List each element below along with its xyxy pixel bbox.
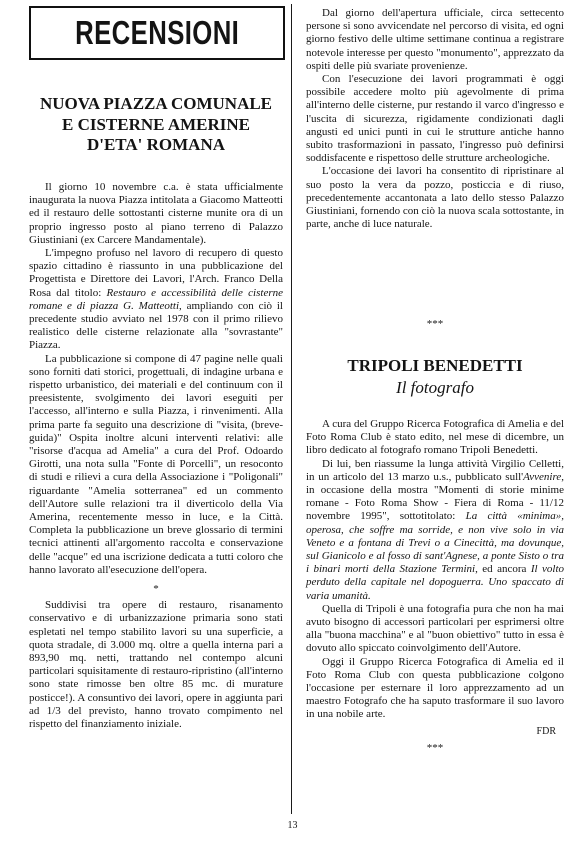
paragraph: Oggi il Gruppo Ricerca Fotografica di Amelia ed il Foto Roma Club con questa pubblicazione colgono l'occasione per esternare il loro apprezzamento ad un maestro Fotografo che ha saputo trasformare il suo lavoro in una nobile arte. [306,655,564,721]
banner-text: RECENSIONI [74,14,240,51]
author-signature: FDR [536,725,556,737]
article-body [306,418,564,755]
publication-name: Avvenire [523,470,562,483]
paragraph: Di lui, ben riassume la lunga attività Virgilio Celletti, in un articolo del 13 marzo u.s., pubblicato sull'Avvenire, in occasione della mostra "Momenti di storie minime romane - Foto Roma Show - Fiera di Roma - 11/12 novembre 1995", sottotitolato: La città «minima», operosa, che soffre ma sorride, e non vive solo in via Veneto e a fontana di Trevi o a Cinecittà, ma dovunque, sul Gianicolo e al fosso di sant'Agnese, a ponte Sisto o tra i binari morti della Stazione Termini, ed ancora Il volto perduto della capitale nel dopoguerra. Uno spaccato di varia umanità. [306,457,564,602]
paragraph: Il giorno 10 novembre c.a. è stata ufficialmente inaugurata la nuova Piazza intitolata a Giacomo Matteotti ed il restauro delle sottostanti cisterne munite ora di un proprio ingresso posto al piano terreno di Palazzo Giustiniani (ex Carcere Mandamentale). [29,181,283,246]
title-line: NUOVA PIAZZA COMUNALE [39,94,273,113]
separator: *** [426,741,444,754]
article-subtitle: Il fotografo [396,378,474,397]
page-number: 13 [287,820,298,831]
paragraph: A cura del Gruppo Ricerca Fotografica di Amelia e del Foto Roma Club è stato edito, nel mese di dicembre, un libro dedicato al fotografo romano Tripoli Benedetti. [306,418,564,457]
column-divider [291,4,292,814]
paragraph: L'impegno profuso nel lavoro di recupero di questo spazio cittadino è riassunto in una pubblicazione del Progettista e Direttore dei Lavori, l'Arch. Franco Della Rosa dal titolo: Restauro e accessibilità delle cisterne romane e di piazza G. Matteotti, ampliando con ciò il precedente studio avviato nel 1978 con il primo rilievo realistico delle cisterne relazionate alla "sovrastante" Piazza. [29,247,283,352]
section-banner [29,6,285,60]
separator: * [153,583,159,596]
title-line: D'ETA' ROMANA [86,135,226,154]
quote: La città «minima», operosa, che soffre ma sorride, e non vive solo in via Veneto e a fontana di Trevi o a Cinecittà, ma dovunque, sul Gianicolo e al fosso di sant'Agnese, a ponte Sisto o tra i binari morti della Stazione Termini [306,510,564,576]
paragraph: Dal giorno dell'apertura ufficiale, circa settecento persone si sono avvicendate nel percorso di visita, ed ogni giorno festivo delle ultime settimane continua a registrare notevole interesse per questo "monumento", apprezzato da ospiti delle più svariate provenienze. [306,7,564,72]
article-title [29,94,283,156]
article-body [29,181,283,731]
paragraph: Suddivisi tra opere di restauro, risanamento conservativo e di urbanizzazione primaria sono stati espletati nel tempo stabilito lavori su una superficie, a quota stradale, di 3.000 mq. oltre a quella interna pari a 893,90 mq. netti, trattando nel contempo alcuni particolari squisitamente di restauro-ripristino (all'interno sono state rimosse ben oltre 85 mc. di murature posticce!). A consuntivo dei lavori, opere in aggiunta pari ad 1/3 del previsto, hanno trovato compimento nel rispetto del finanziamento iniziale. [29,599,283,730]
paragraph: La pubblicazione si compone di 47 pagine nelle quali sono forniti dati storici, progettuali, di indagine urbana e rispetto urbanistico, dei materiali e del continuum con il preesistente, svolgimento dei lavori eseguiti per l'accesso, all'interno e sulla Piazza, i rinvenimenti. Alla prima parte fa seguito una descrizione di "visita, (breve-guida)" Ospita inoltre alcuni interventi relativi: alle "risorse d'acqua ad Amelia" a cura del Prof. Odoardo Girotti, una nota sulla "Fonte di Porcelli", un resoconto di studi e rilievi a cura della Associazione i "Poligonali" riguardante "Amelia sotterranea" ed un commento dell'Autore sulle relazioni tra il diverticolo della Via Amerina, recentemente messo in luce, e la Città. Completa la pubblicazione un breve glossario di termini tecnici attinenti all'argomento raccolta e conservazione delle "acque" ed una iscrizione dedicata a tutti coloro che hanno lavorato all'esecuzione dell'opera. [29,352,283,576]
paragraph: Quella di Tripoli è una fotografia pura che non ha mai avuto bisogno di accessori particolari per esprimersi oltre alla "buona macchina" e al "buon obiettivo" tutto in essa è dovuto allo spiccato coinvolgimento dell'Autore. [306,602,564,655]
paragraph: L'occasione dei lavori ha consentito di ripristinare al suo posto la vera da pozzo, posticcia e di riuso, precedentemente accantonata a lato dello stesso Palazzo Giustiniani, fornendo con ciò la nuova scala sottostante, in parte, anche di luce naturale. [306,165,564,231]
article-title: TRIPOLI BENEDETTI [347,356,523,375]
paragraph: Con l'esecuzione dei lavori programmati è oggi possibile accedere molto più agevolmente di prima all'interno delle cisterne, pur restando il varco d'ingresso e l'uscita di sicurezza, rigidamente condizionati dagli angusti ed unici punti in cui le strutture antiche hanno subito trasformazioni in passato, l'ingresso può definirsi soddisfacente e rispettoso delle strutture archeologiche. [306,73,564,165]
title-line: E CISTERNE AMERINE [62,114,250,134]
article-body-continued [306,7,564,231]
separator: *** [426,318,444,330]
quote: Il volto perduto della capitale nel dopoguerra. Uno spaccato di varia umanità. [306,563,564,602]
publication-title: Restauro e accessibilità delle cisterne romane e di piazza G. Matteotti [29,286,283,312]
